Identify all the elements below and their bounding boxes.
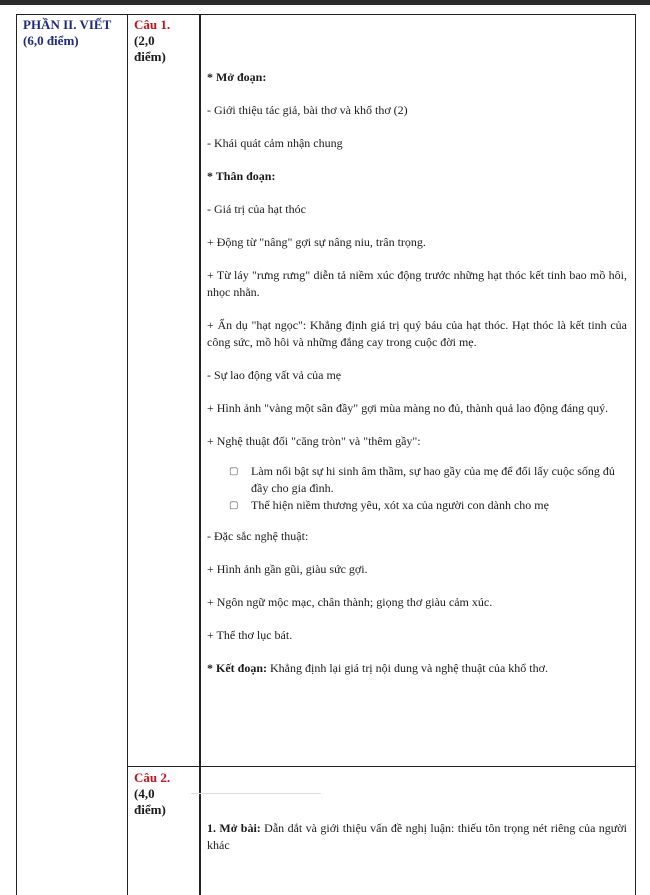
answer-line: + Hình ảnh "vàng một sân đầy" gợi mùa màng no đủ, thành quả lao động đáng quý. (207, 401, 609, 415)
mo-bai-heading: 1. Mở bài: (207, 821, 261, 835)
answer-line: - Giới thiệu tác giả, bài thơ và khổ thơ (2) (207, 103, 408, 117)
question-points-unit: điểm) (134, 802, 166, 817)
mo-bai-text: Dẫn dắt và giới thiệu vấn đề nghị luận: thiếu tôn trọng nét riêng của người khác (207, 821, 627, 852)
mo-doan-heading: * Mở đoạn: (207, 70, 267, 84)
top-dark-bar (0, 0, 650, 5)
list-item (229, 497, 627, 514)
question-1-label (134, 17, 196, 65)
than-doan-heading: * Thân đoạn: (207, 169, 276, 183)
question-2-label (134, 770, 196, 818)
question-points-unit: điểm) (134, 49, 166, 64)
answer-line: + Hình ảnh gần gũi, giàu sức gợi. (207, 562, 368, 576)
ket-doan-heading: * Kết đoạn: (207, 661, 267, 675)
faint-rule (191, 793, 321, 794)
answer-line: + Ẩn dụ "hạt ngọc": Khẳng định giá trị quý báu của hạt thóc. Hạt thóc là kết tinh của công sức, mồ hôi và những đắng cay trong cuộc đời mẹ. (207, 318, 627, 349)
bullet-text: Thể hiện niềm thương yêu, xót xa của người con dành cho mẹ (251, 498, 549, 512)
bullet-text: Làm nổi bật sự hi sinh âm thầm, sự hao gầy của mẹ để đổi lấy cuộc sống đủ đầy cho gia đình. (251, 464, 615, 495)
bullet-list (207, 463, 627, 514)
section-points: (6,0 điểm) (23, 33, 79, 48)
ket-doan-paragraph (207, 660, 627, 677)
section-heading (23, 17, 123, 49)
answer-line: + Từ láy "rưng rưng" diễn tả niềm xúc động trước những hạt thóc kết tinh bao mồ hôi, nhọc nhằn. (207, 268, 627, 299)
answer-line: - Giá trị của hạt thóc (207, 202, 306, 216)
checkbox-glyph-icon: ▢ (229, 500, 239, 511)
question-number: Câu 1. (134, 17, 171, 32)
mo-bai-paragraph (207, 820, 627, 854)
answer-line: + Động từ "nâng" gợi sự nâng niu, trân trọng. (207, 235, 426, 249)
answer-line: + Nghệ thuật đối "căng tròn" và "thêm gầy": (207, 434, 421, 448)
question-2-answer (207, 820, 627, 854)
list-item (229, 463, 627, 497)
question-points: (2,0 (134, 33, 155, 48)
answer-line: - Sự lao động vất vả của mẹ (207, 368, 342, 382)
answer-line: - Khái quát cảm nhận chung (207, 136, 343, 150)
answer-line: - Đặc sắc nghệ thuật: (207, 529, 309, 543)
question-1-answer (207, 69, 627, 677)
answer-line: + Ngôn ngữ mộc mạc, chân thành; giọng thơ giàu cảm xúc. (207, 595, 493, 609)
section-title: PHẦN II. VIẾT (23, 17, 112, 32)
answer-line: + Thể thơ lục bát. (207, 628, 293, 642)
question-number: Câu 2. (134, 770, 171, 785)
checkbox-glyph-icon: ▢ (229, 466, 239, 477)
ket-doan-text: Khẳng định lại giá trị nội dung và nghệ thuật của khổ thơ. (267, 661, 548, 675)
question-points: (4,0 (134, 786, 155, 801)
